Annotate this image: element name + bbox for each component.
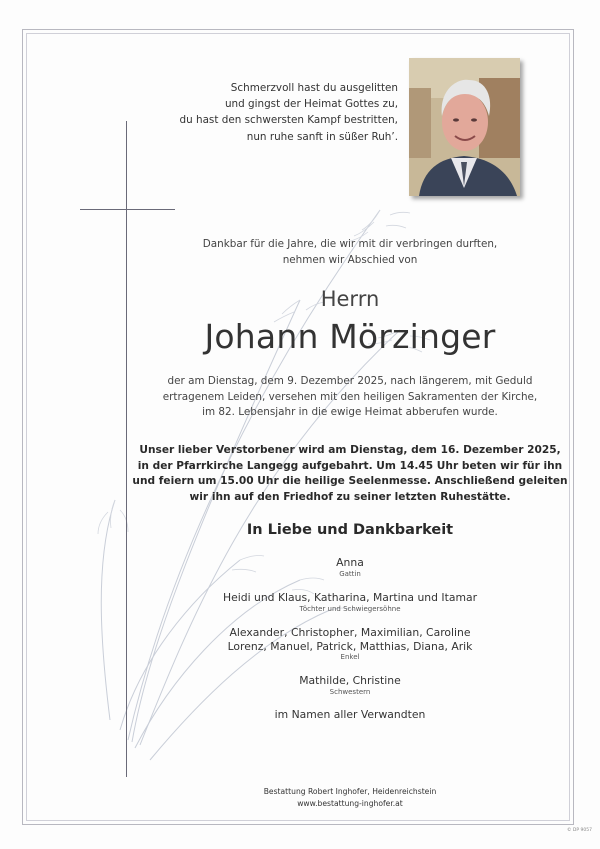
deceased-name: Johann Mörzinger: [204, 317, 496, 356]
intro-text: [130, 236, 570, 268]
memorial-poem: [150, 80, 398, 145]
intro-line: nehmen wir Abschied von: [282, 254, 418, 266]
funeral-home-footer: [130, 786, 570, 809]
funeral-home-website[interactable]: www.bestattung-inghofer.at: [297, 798, 403, 808]
mourner-names: Mathilde, Christine: [299, 674, 401, 687]
poem-line: und gingst der Heimat Gottes zu,: [224, 98, 398, 111]
funeral-info: [130, 443, 570, 505]
love-heading: In Liebe und Dankbarkeit: [246, 522, 454, 538]
poem-line: Schmerzvoll hast du ausgelitten: [230, 82, 398, 94]
mourner-names: Lorenz, Manuel, Patrick, Matthias, Diana, Arik: [227, 639, 473, 653]
mourner-role: Töchter und Schwiegersöhne: [299, 605, 401, 613]
mourner-group: [130, 626, 570, 662]
cross-horizontal-bar: [80, 209, 175, 210]
portrait-photo: [409, 58, 520, 196]
funeral-line: und feiern um 15.00 Uhr die heilige Seelenmesse. Anschließend geleiten: [132, 475, 568, 487]
funeral-line: Unser lieber Verstorbener wird am Dienstag, dem 16. Dezember 2025,: [139, 444, 561, 456]
funeral-home-name: Bestattung Robert Inghofer, Heidenreichstein: [263, 787, 437, 796]
poem-line: du hast den schwersten Kampf bestritten,: [179, 114, 398, 127]
poem-line: nun ruhe sanft in süßer Ruh’.: [246, 130, 398, 143]
death-notice: [130, 374, 570, 421]
mourner-group: [130, 591, 570, 614]
mourner-role: Enkel: [340, 653, 360, 661]
print-code: © DP 9057: [567, 828, 592, 833]
funeral-line: in der Pfarrkirche Langegg aufgebahrt. Um 14.45 Uhr beten wir für ihn: [137, 459, 563, 472]
mourner-role: Gattin: [339, 570, 361, 578]
cross-vertical-bar: [126, 121, 127, 777]
death-line: der am Dienstag, dem 9. Dezember 2025, nach längerem, mit Geduld: [167, 375, 533, 387]
intro-line: Dankbar für die Jahre, die wir mit dir verbringen durften,: [202, 238, 498, 250]
mourner-names: Anna: [336, 556, 364, 569]
portrait-photo-icon: [409, 58, 520, 196]
funeral-line: wir ihn auf den Friedhof zu seiner letzten Ruhestätte.: [189, 490, 511, 503]
mourner-names: Heidi und Klaus, Katharina, Martina und Itamar: [222, 591, 478, 604]
death-line: ertragenem Leiden, versehen mit den heiligen Sakramenten der Kirche,: [162, 390, 538, 403]
mourner-group: [130, 556, 570, 579]
salutation: Herrn: [320, 287, 380, 311]
mourner-names: Alexander, Christopher, Maximilian, Caroline: [229, 626, 471, 639]
death-line: im 82. Lebensjahr in die ewige Heimat abberufen wurde.: [202, 406, 498, 418]
mourner-group: [130, 674, 570, 697]
relatives-line: im Namen aller Verwandten: [274, 708, 426, 721]
mourner-role: Schwestern: [329, 688, 371, 696]
